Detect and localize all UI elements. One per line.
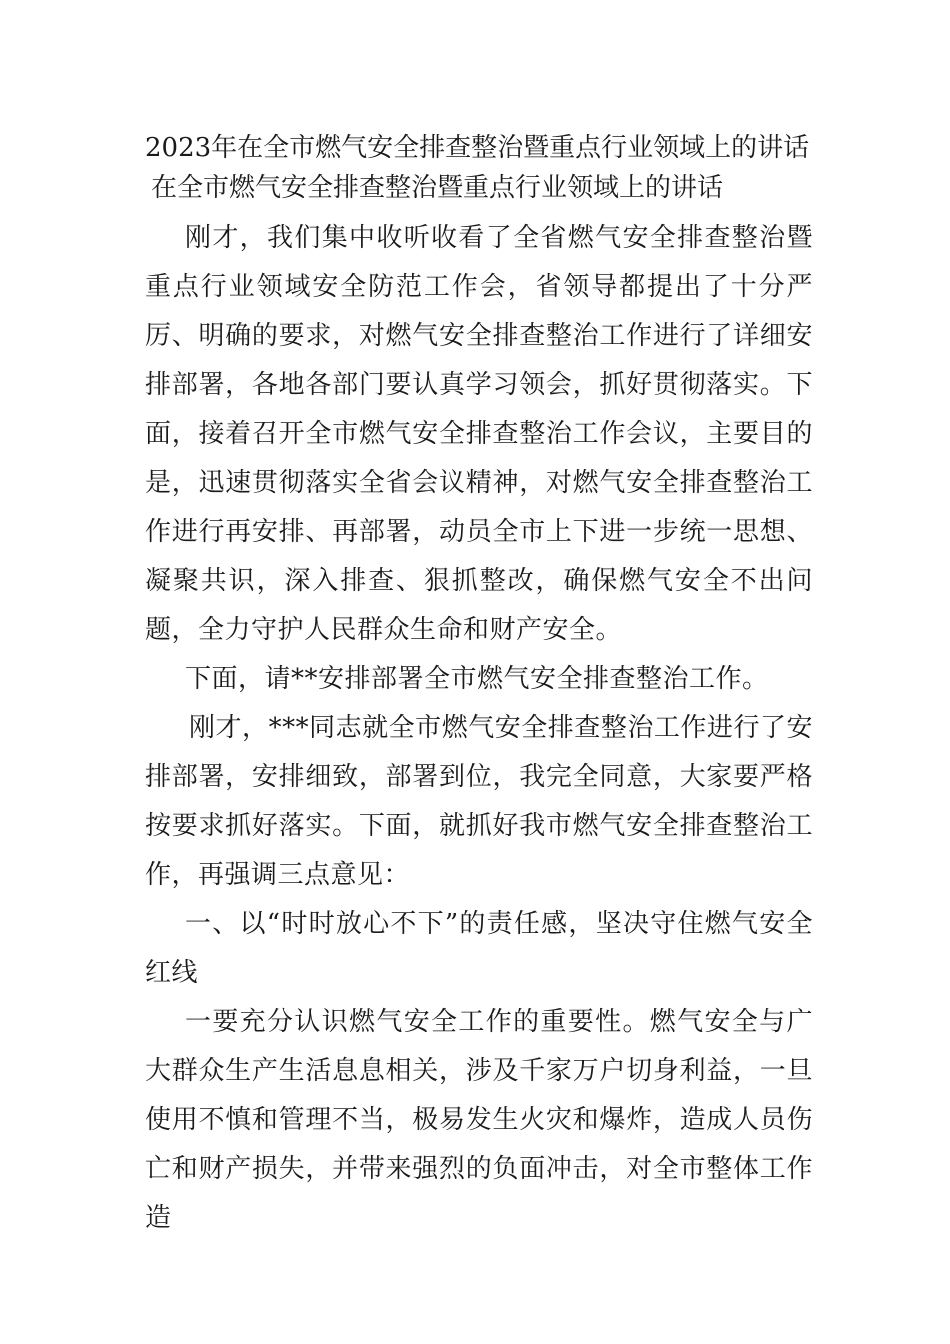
paragraph-response: 刚才，***同志就全市燃气安全排查整治工作进行了安排部署，安排细致，部署到位，我完全同意，大家要严格按要求抓好落实。下面，就抓好我市燃气安全排查整治工作，再强调三点意见：	[145, 713, 813, 890]
section-heading-one: 一、以“时时放心不下”的责任感，坚决守住燃气安全红线	[145, 909, 813, 988]
document-title: 2023年在全市燃气安全排查整治暨重点行业领域上的讲话	[145, 133, 810, 163]
paragraph-intro: 刚才，我们集中收听收看了全省燃气安全排查整治暨重点行业领域安全防范工作会，省领导都提出了十分严厉、明确的要求，对燃气安全排查整治工作进行了详细安排部署，各地各部门要认真学习领会，抓好贯彻落实。下面，接着召开全市燃气安全排查整治工作会议，主要目的是，迅速贯彻落实全省会议精神，对燃气安全排查整治工作进行再安排、再部署，动员全市上下进一步统一思想、凝聚共识，深入排查、狠抓整改，确保燃气安全不出问题，全力守护人民群众生命和财产安全。	[145, 223, 813, 645]
document-body	[145, 128, 813, 1243]
document-subtitle: 在全市燃气安全排查整治暨重点行业领域上的讲话	[151, 173, 724, 203]
paragraph-invite: 下面，请**安排部署全市燃气安全排查整治工作。	[185, 664, 769, 694]
paragraph-point-one: 一要充分认识燃气安全工作的重要性。燃气安全与广大群众生产生活息息相关，涉及千家万户切身利益，一旦使用不慎和管理不当，极易发生火灾和爆炸，造成人员伤亡和财产损失，并带来强烈的负面冲击，对全市整体工作造	[145, 1007, 813, 1233]
